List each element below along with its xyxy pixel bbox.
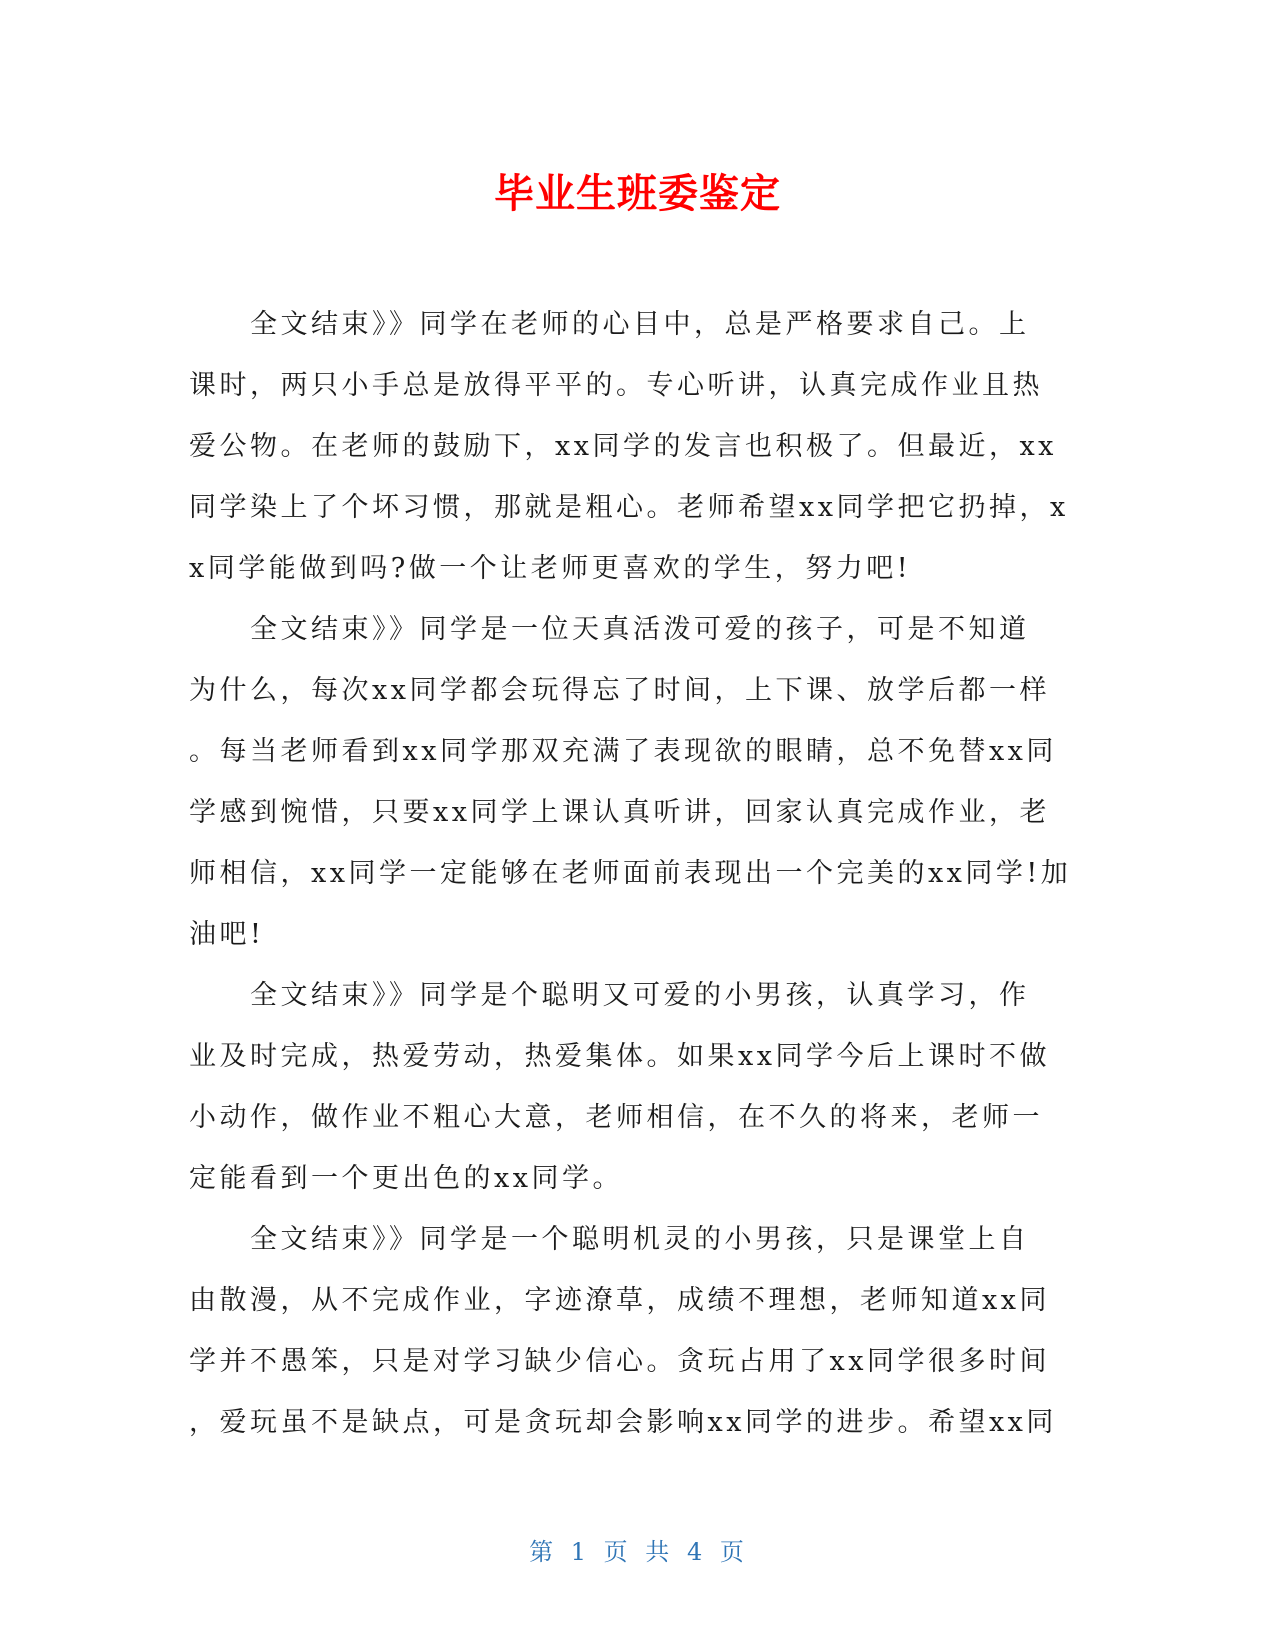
body-line: 全文结束》》同学是一位天真活泼可爱的孩子，可是不知道 — [189, 614, 1030, 645]
body-line: ，爱玩虽不是缺点，可是贪玩却会影响xx同学的进步。希望xx同 — [189, 1407, 1057, 1438]
body-line: 师相信，xx同学一定能够在老师面前表现出一个完美的xx同学!加 — [189, 858, 1072, 889]
body-line: x同学能做到吗?做一个让老师更喜欢的学生，努力吧! — [189, 553, 912, 584]
body-line: 全文结束》》同学是个聪明又可爱的小男孩，认真学习，作 — [189, 980, 1030, 1011]
body-line: 课时，两只小手总是放得平平的。专心听讲，认真完成作业且热 — [189, 370, 1043, 401]
document-body — [189, 294, 1089, 1453]
body-line: 同学染上了个坏习惯，那就是粗心。老师希望xx同学把它扔掉，x — [189, 492, 1069, 523]
body-line: 学感到惋惜，只要xx同学上课认真听讲，回家认真完成作业，老 — [189, 797, 1050, 828]
body-line: 全文结束》》同学是一个聪明机灵的小男孩，只是课堂上自 — [189, 1224, 1030, 1255]
document-title: 毕业生班委鉴定 — [494, 171, 781, 217]
body-line: 由散漫，从不完成作业，字迹潦草，成绩不理想，老师知道xx同 — [189, 1285, 1050, 1316]
body-line: 。每当老师看到xx同学那双充满了表现欲的眼睛，总不免替xx同 — [189, 736, 1057, 767]
body-line: 油吧! — [189, 919, 265, 950]
body-line: 定能看到一个更出色的xx同学。 — [189, 1163, 623, 1194]
body-line: 业及时完成，热爱劳动，热爱集体。如果xx同学今后上课时不做 — [189, 1041, 1050, 1072]
body-line: 学并不愚笨，只是对学习缺少信心。贪玩占用了xx同学很多时间 — [189, 1346, 1050, 1377]
body-line: 小动作，做作业不粗心大意，老师相信，在不久的将来，老师一 — [189, 1102, 1043, 1133]
body-line: 爱公物。在老师的鼓励下，xx同学的发言也积极了。但最近，xx — [189, 431, 1057, 462]
body-line: 为什么，每次xx同学都会玩得忘了时间，上下课、放学后都一样 — [189, 675, 1050, 706]
body-line: 全文结束》》同学在老师的心目中，总是严格要求自己。上 — [189, 309, 1030, 340]
page-number-footer: 第 1 页 共 4 页 — [529, 1538, 746, 1566]
